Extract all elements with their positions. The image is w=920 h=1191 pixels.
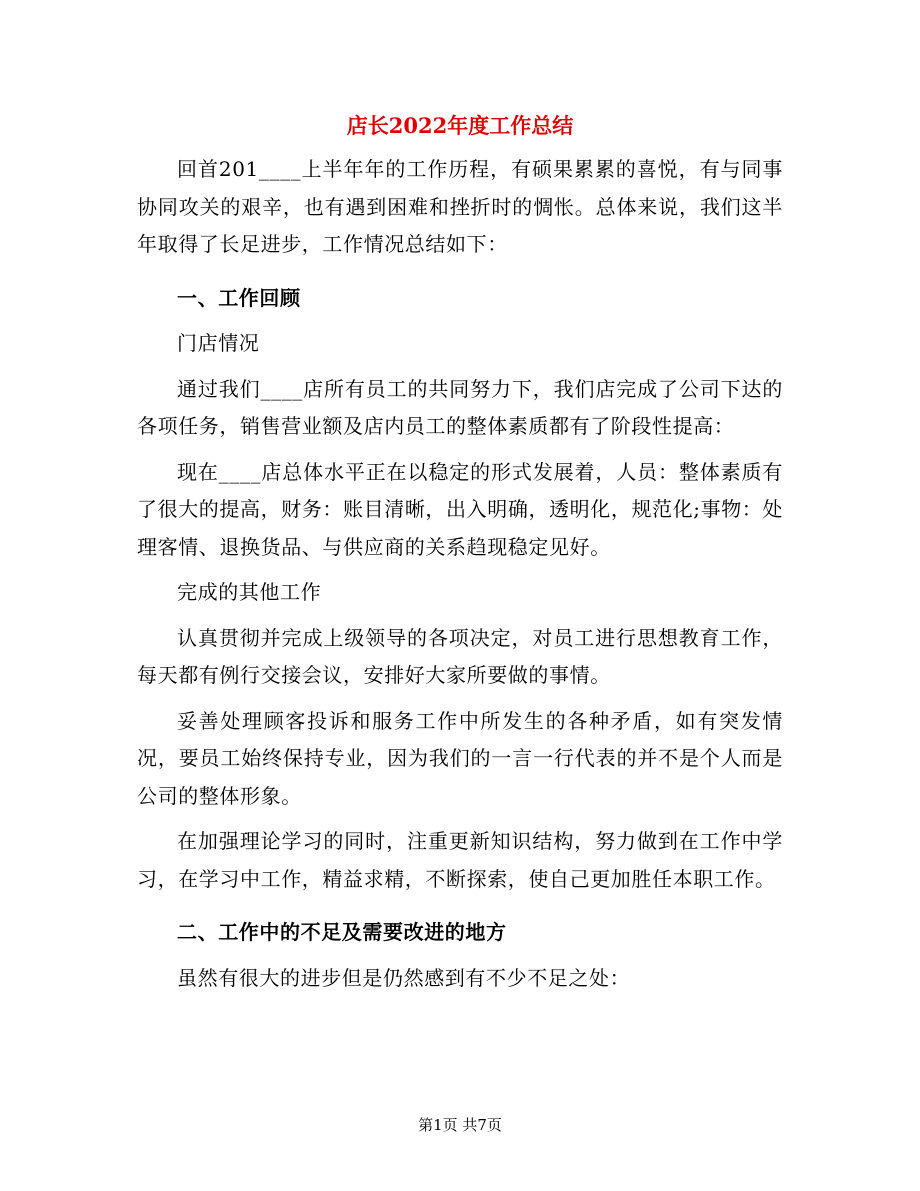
paragraph-complaints-handling: 妥善处理顾客投诉和服务工作中所发生的各种矛盾，如有突发情况，要员工始终保持专业，因为我们的一言一行代表的并不是个人而是公司的整体形象。 (137, 708, 783, 808)
document-body (137, 151, 783, 997)
intro-paragraph: 回首201____上半年年的工作历程，有硕果累累的喜悦，有与同事协同攻关的艰辛，也有遇到困难和挫折时的惆怅。总体来说，我们这半年取得了长足进步，工作情况总结如下： (137, 157, 783, 256)
page-number-footer: 第1页 共7页 (418, 1116, 502, 1134)
paragraph-store-tasks: 通过我们____店所有员工的共同努力下，我们店完成了公司下达的各项任务，销售营业额及店内员工的整体素质都有了阶段性提高： (137, 376, 783, 438)
section-heading-work-review: 一、工作回顾 (177, 285, 301, 310)
paragraph-shortcomings-intro: 虽然有很大的进步但是仍然感到有不少不足之处： (177, 965, 631, 990)
paragraph-store-status: 现在____店总体水平正在以稳定的形式发展着，人员：整体素质有了很大的提高，财务：账目清晰，出入明确，透明化，规范化;事物：处理客情、退换货品、与供应商的关系趋现稳定见好。 (137, 459, 783, 559)
document-title: 店长2022年度工作总结 (346, 113, 574, 138)
subheading-other-work: 完成的其他工作 (177, 580, 322, 604)
paragraph-learning: 在加强理论学习的同时，注重更新知识结构，努力做到在工作中学习，在学习中工作，精益求精，不断探索，使自己更加胜任本职工作。 (137, 829, 783, 891)
paragraph-leadership-decisions: 认真贯彻并完成上级领导的各项决定，对员工进行思想教育工作，每天都有例行交接会议，安排好大家所要做的事情。 (137, 625, 783, 687)
subheading-store-situation: 门店情况 (177, 331, 260, 355)
section-heading-shortcomings: 二、工作中的不足及需要改进的地方 (177, 920, 507, 944)
